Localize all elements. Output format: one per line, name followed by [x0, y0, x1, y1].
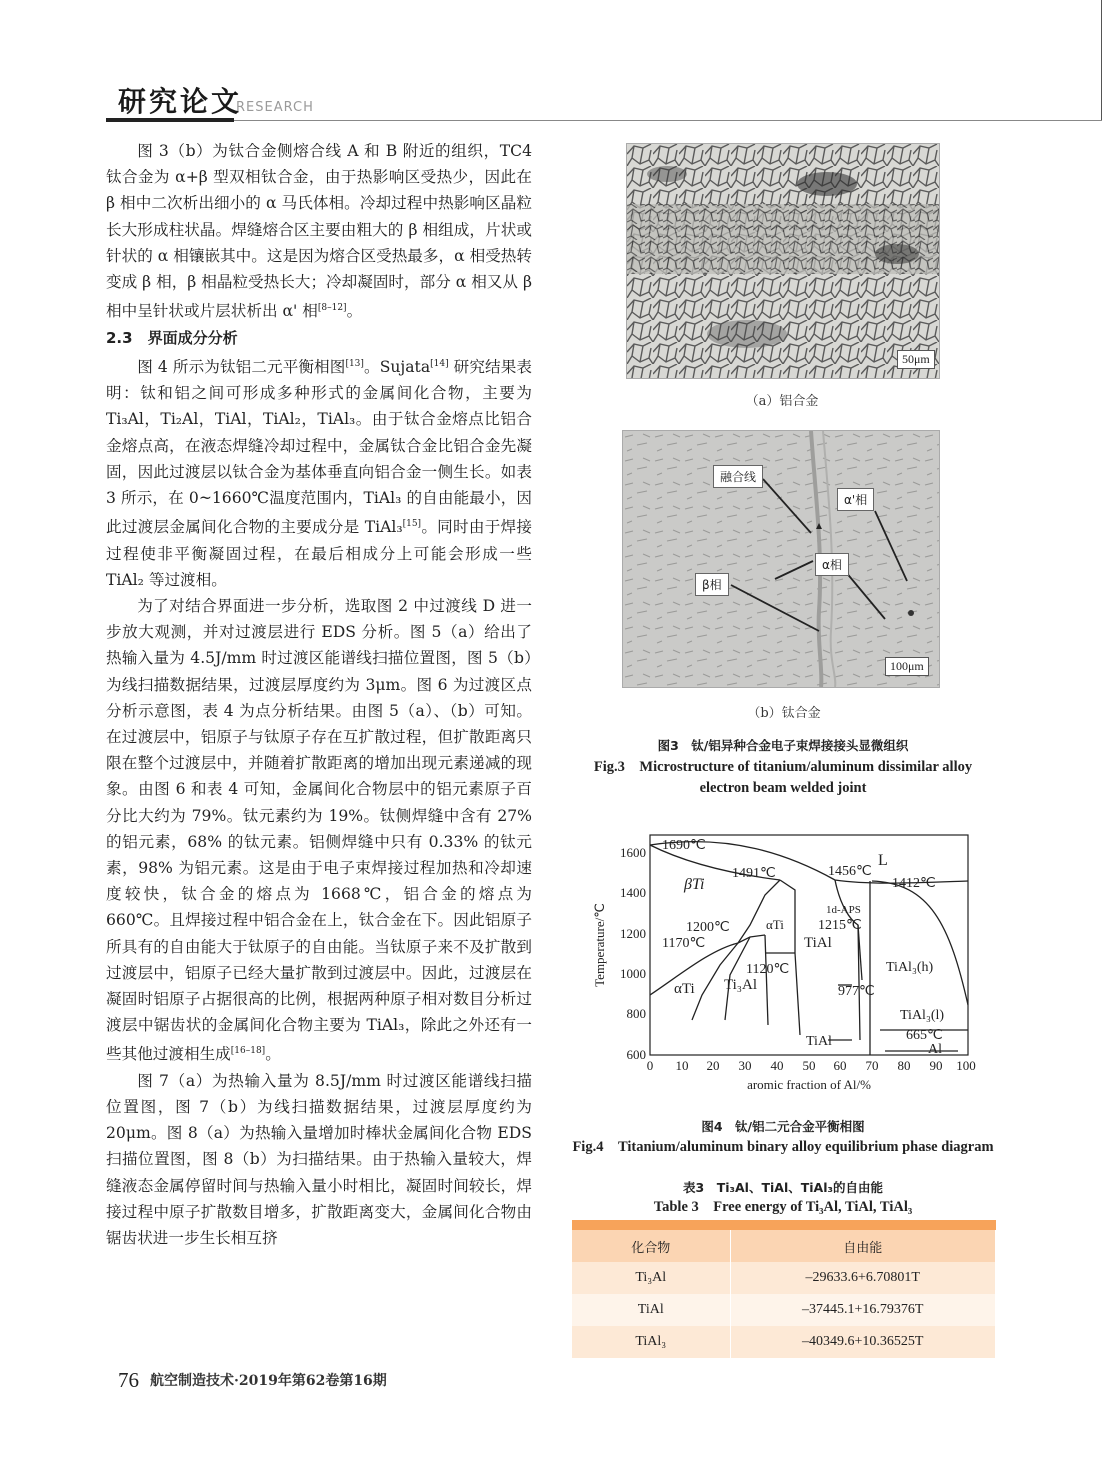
citation: [8–12] [317, 303, 347, 314]
micrograph-titanium [622, 430, 940, 688]
citation: [15] [402, 519, 422, 530]
phase-label: 1120℃ [746, 962, 790, 977]
paragraph: 图 7（a）为热输入量为 8.5J/mm 时过渡区能谱线扫描位置图，图 7（b）为线扫描数据结果，过渡层厚度约为 20μm。图 8（a）为热输入量增加时棒状金属间化合物 EDS 扫描位置图，图 8（b）为扫描结果。由于热输入量较大，焊缝液态金属停留时间与热输入量小时相比，凝固时间较长，焊接过程中原子扩散数目增多，扩散距离变大，金属间化合物由锯齿状进一步生长相互挤 [106, 1071, 532, 1248]
phase-label: TiAl₃(l) [900, 1008, 945, 1023]
phase-label: TiAl [806, 1034, 832, 1049]
table-cell: TiAl₃ [572, 1326, 730, 1358]
phase-label: 1491℃ [732, 866, 776, 881]
figure-caption-en: Fig.3 Microstructure of titanium/aluminum dissimilar alloy [593, 759, 973, 775]
citation: [14] [430, 358, 449, 369]
label-alpha: α相 [815, 553, 849, 576]
x-tick: 0 [646, 1058, 654, 1073]
table-row [572, 1326, 996, 1358]
table-header-cell: 自由能 [730, 1230, 996, 1262]
figure-caption-cn: 图3 钛/铝异种合金电子束焊接接头显微组织 [657, 738, 909, 753]
x-tick: 30 [738, 1058, 752, 1073]
figure-caption-en: electron beam welded joint [699, 780, 867, 796]
x-tick: 80 [897, 1058, 911, 1073]
label-alpha-prime: α'相 [837, 488, 874, 511]
x-tick: 10 [675, 1058, 689, 1073]
phase-label: 1170℃ [662, 936, 706, 951]
phase-label: Ti₃Al [724, 977, 758, 993]
citation: [13] [345, 358, 364, 369]
table-row [572, 1294, 996, 1326]
phase-label: βTi [684, 876, 705, 893]
x-tick: 40 [770, 1058, 784, 1073]
phase-label: 1690℃ [662, 838, 706, 853]
phase-label: αTi [674, 981, 695, 997]
phase-label: 1456℃ [828, 864, 872, 879]
table-cell: TiAl [572, 1294, 730, 1326]
x-tick: 70 [865, 1058, 879, 1073]
paragraph: 图 4 所示为钛铝二元平衡相图[13]。Sujata[14] 研究结果表明：钛和铝之间可形成多种形式的金属间化合物，主要为 Ti₃Al，Ti₂Al，TiAl，TiAl₂，TiAl₃。由于钛合金熔点比铝合金熔点高，在液态焊缝冷却过程中，金属钛合金比铝合金先凝固，因此过渡层以钛合金为基体垂直向铝合金一侧生长。如表 3 所示，在 0~1660℃温度范围内，TiAl₃ 的自由能最小，因此过渡层金属间化合物的主要成分是 TiAl₃[15]。同时由于焊接过程使非平衡凝固过程，在最后相成分上可能会形成一些 TiAl₂ 等过渡相。 [106, 358, 532, 589]
y-axis-label: Temperature/℃ [592, 903, 607, 987]
page-number: 76 [118, 1368, 139, 1392]
phase-label: 1215℃ [818, 918, 862, 933]
body-text-column [106, 138, 532, 1251]
table-cell: Ti₃Al [572, 1262, 730, 1294]
phase-diagram [590, 825, 990, 1095]
free-energy-table [572, 1220, 996, 1358]
x-axis-label: aromic fraction of Al/% [747, 1077, 871, 1092]
micrograph-aluminum [626, 143, 940, 379]
figure-caption-cn: 图4 钛/铝二元合金平衡相图 [701, 1119, 865, 1134]
paragraph: 为了对结合界面进一步分析，选取图 2 中过渡线 D 进一步放大观测，并对过渡层进行 EDS 分析。图 5（a）给出了热输入量为 4.5J/mm 时过渡区能谱线扫描位置图，图 5（b）为线扫描数据结果，过渡层厚度约为 3μm。图 6 为过渡区点分析示意图，表 4 为点分析结果。由图 5（a）、（b）可知。在过渡层中，铝原子与钛原子存在互扩散过程，但扩散距离只限在整个过渡层中，并随着扩散距离的增加出现元素递减的现象。由图 6 和表 4 可知，金属间化合物层中的铝元素原子百分比大约为 79%。钛元素约为 19%。钛侧焊缝中含有 27% 的铝元素，68% 的钛元素。铝侧焊缝中只有 0.33% 的钛元素，98% 为铝元素。这是由于电子束焊接过程加热和冷却速度较快，钛合金的熔点为 1668℃，铝合金的熔点为 660℃。且焊接过程中铝合金在上，钛合金在下。因此铝原子所具有的自由能大于钛原子的自由能。当钛原子来不及扩散到过渡层中，铝原子已经大量扩散到过渡层中。因此，过渡层在凝固时铝原子占据很高的比例，根据两种原子相对数目分析过渡层中锯齿状的金属间化合物主要为 TiAl₃，除此之外还有一些其他过渡相生成[16–18]。 [106, 597, 532, 1064]
table-row [572, 1262, 996, 1294]
table-caption-cn: 表3 Ti₃Al、TiAl、TiAl₃的自由能 [683, 1180, 883, 1195]
table-caption-en: Table 3 Free energy of Ti₃Al, TiAl, TiAl₃ [653, 1199, 913, 1215]
phase-label: Al [928, 1042, 942, 1057]
x-tick: 50 [802, 1058, 816, 1073]
scale-bar: 100μm [885, 657, 929, 676]
figure-caption-en: Fig.4 Titanium/aluminum binary alloy equilibrium phase diagram [572, 1139, 994, 1155]
y-tick: 1000 [620, 966, 646, 981]
section-header-subtitle: RESEARCH [236, 100, 314, 115]
phase-label: 1d-APS [826, 904, 861, 916]
phase-label: 1200℃ [686, 920, 730, 935]
table-cell: –29633.6+6.70801T [730, 1262, 996, 1294]
journal-footer: 航空制造技术·2019年第62卷第16期 [150, 1373, 387, 1389]
paragraph: 图 3（b）为钛合金侧熔合线 A 和 B 附近的组织，TC4 钛合金为 α+β 型双相钛合金，由于热影响区受热少，因此在 β 相中二次析出细小的 α 马氏体相。冷却过程中热影响区晶粒长大形成柱状晶。焊缝熔合区主要由粗大的 β 相组成，片状或针状的 α 相镶嵌其中。这是因为熔合区受热最多，α 相受热转变成 β 相，β 相晶粒受热长大；冷却凝固时，部分 α 相又从 β 相中呈针状或片层状析出 α' 相[8–12]。 [106, 142, 532, 321]
x-tick: 100 [956, 1058, 976, 1073]
table-cell: –40349.6+10.36525T [730, 1326, 996, 1358]
section-heading: 2.3 界面成分分析 [106, 328, 238, 347]
header-accent-bar [106, 118, 234, 122]
phase-label: αTi [766, 917, 784, 932]
citation: [16–18] [230, 1046, 266, 1057]
x-tick: 20 [706, 1058, 720, 1073]
figure-subcaption: （a）铝合金 [745, 394, 819, 409]
y-tick: 600 [626, 1047, 646, 1062]
phase-label: 1412℃ [892, 876, 936, 891]
table-cell: –37445.1+16.79376T [730, 1294, 996, 1326]
section-header-title: 研究论文 [118, 85, 243, 118]
y-tick: 1400 [620, 885, 646, 900]
x-tick: 60 [833, 1058, 847, 1073]
y-tick: 800 [626, 1006, 646, 1021]
scale-bar: 50μm [897, 350, 935, 369]
phase-label: TiAl [804, 935, 832, 951]
table-header-row [572, 1230, 996, 1262]
phase-label: L [878, 852, 888, 869]
y-tick: 1600 [620, 845, 646, 860]
table-header-cell: 化合物 [572, 1230, 730, 1262]
figure-subcaption: （b）钛合金 [747, 706, 821, 721]
y-tick: 1200 [620, 926, 646, 941]
header-rule [106, 120, 1102, 121]
micrograph-titanium-image [623, 431, 939, 687]
label-beta: β相 [695, 573, 729, 596]
phase-label: 665℃ [906, 1028, 943, 1043]
micrograph-aluminum-image [627, 144, 939, 378]
x-tick: 90 [929, 1058, 943, 1073]
label-fusion-line: 融合线 [713, 465, 763, 488]
phase-label: TiAl₃(h) [886, 960, 934, 975]
phase-label: 977℃ [838, 984, 875, 999]
